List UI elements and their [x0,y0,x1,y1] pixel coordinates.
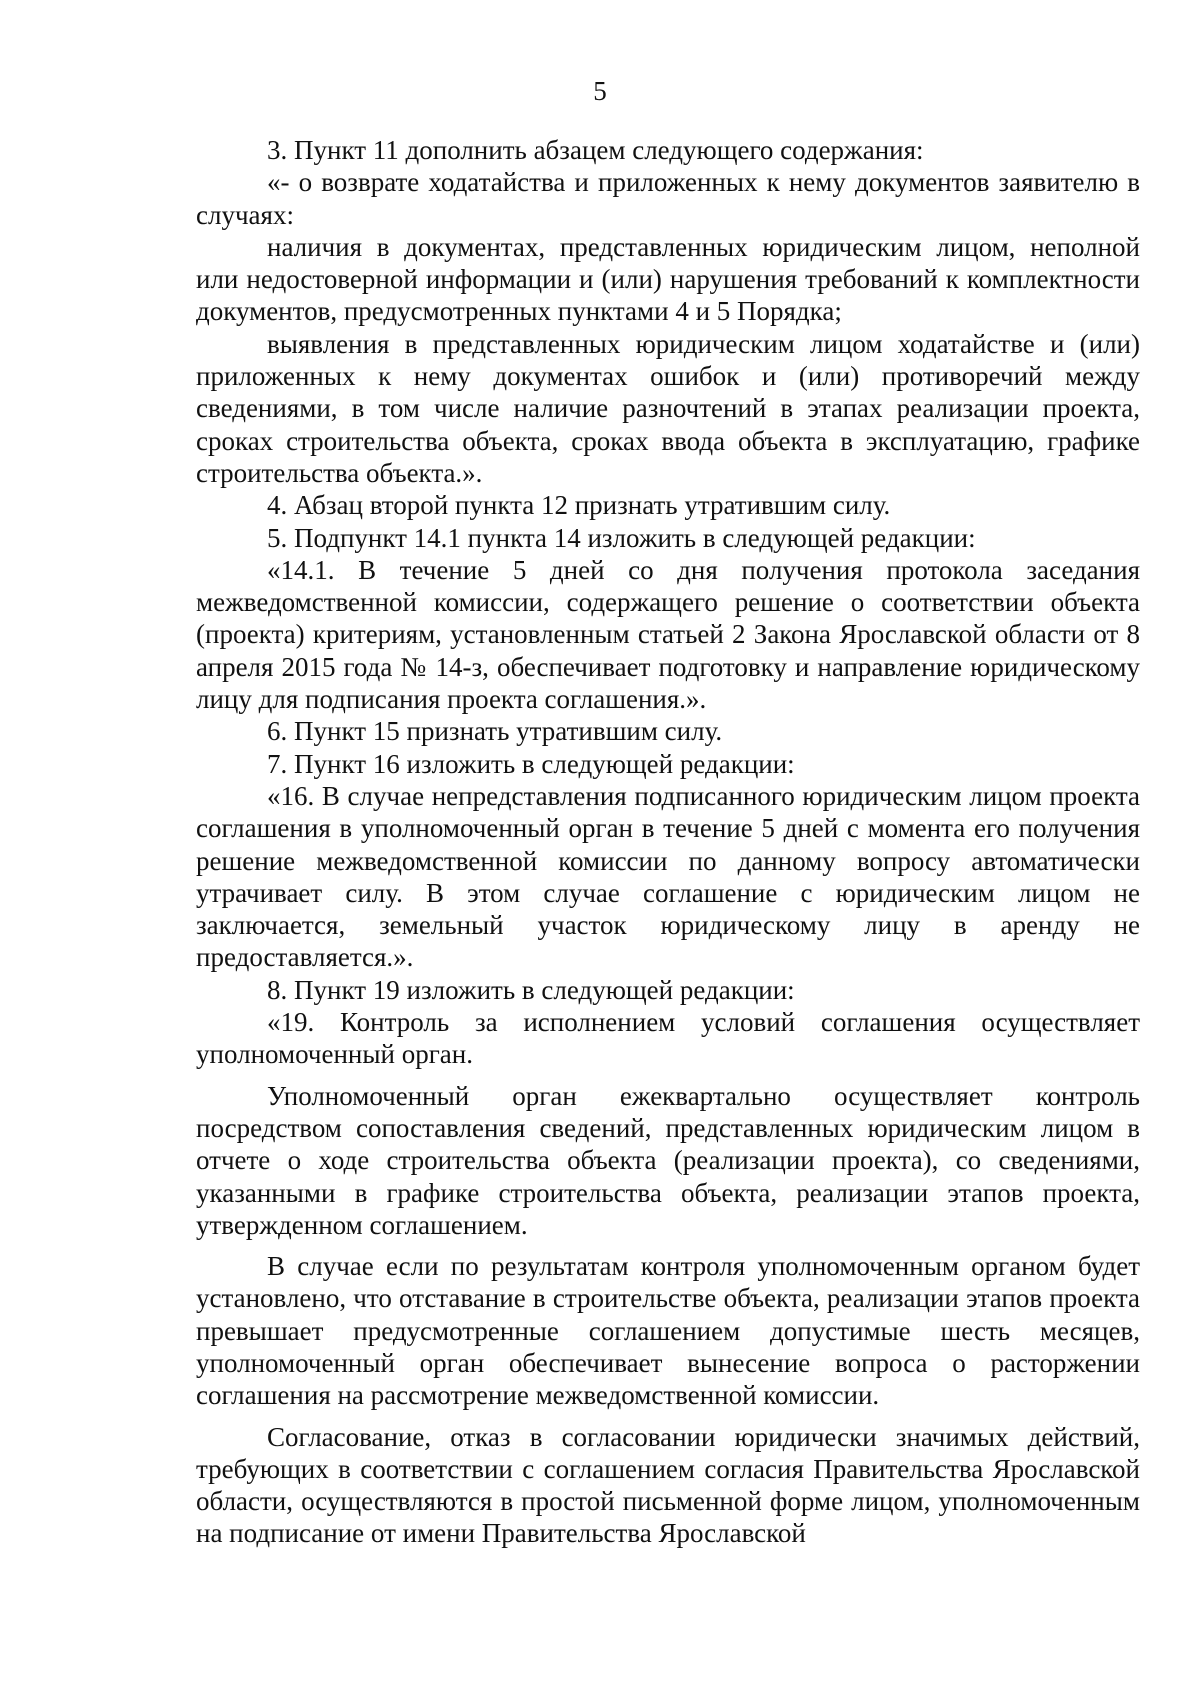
paragraph-return-petition: «- о возврате ходатайства и приложенных к нему документов заявителю в случаях: [196,167,1140,230]
paragraph-14-1: «14.1. В течение 5 дней со дня получения протокола заседания межведомственной комиссии, содержащего решение о соответствии объекта (проекта) критериям, установленным статьей 2 Закона Ярославской области от 8 апреля 2015 года № 14-з, обеспечивает подготовку и направление юридическому лицу для подписания проекта соглашения.». [196,554,1140,715]
paragraph-16: «16. В случае непредставления подписанного юридическим лицом проекта соглашения в уполномоченный орган в течение 5 дней с момента его получения решение межведомственной комиссии по данному вопросу автоматически утрачивает силу. В этом случае соглашение с юридическим лицом не заключается, земельный участок юридическому лицу в аренду не предоставляется.». [196,780,1140,973]
paragraph-errors-detected: выявления в представленных юридическим лицом ходатайстве и (или) приложенных к нему документах ошибок и (или) противоречий между сведениями, в том числе наличие разночтений в этапах реализации проекта, сроках строительства объекта, сроках ввода объекта в эксплуатацию, графике строительства объекта.». [196,328,1140,488]
paragraph-item-6: 6. Пункт 15 признать утратившим силу. [267,716,723,747]
paragraph-item-4: 4. Абзац второй пункта 12 признать утратившим силу. [267,490,891,521]
page-number: 5 [593,76,607,106]
paragraph-termination: В случае если по результатам контроля уполномоченным органом будет установлено, что отставание в строительстве объекта, реализации этапов проекта превышает предусмотренные соглашением допустимые шесть месяцев, уполномоченный орган обеспечивает вынесение вопроса о расторжении соглашения на рассмотрение межведомственной комиссии. [196,1251,1140,1411]
paragraph-item-7-heading: 7. Пункт 16 изложить в следующей редакции: [267,748,795,779]
document-body [196,134,1140,1550]
paragraph-incomplete-info: наличия в документах, представленных юридическим лицом, неполной или недостоверной информации и (или) нарушения требований к комплектности документов, предусмотренных пунктами 4 и 5 Порядка; [196,231,1140,327]
paragraph-item-3-heading: 3. Пункт 11 дополнить абзацем следующего содержания: [267,135,924,165]
paragraph-approval: Согласование, отказ в согласовании юридически значимых действий, требующих в соответствии с соглашением согласия Правительства Ярославской области, осуществляются в простой письменной форме лицом, уполномоченным на подписание от имени Правительства Ярославской [196,1421,1140,1549]
paragraph-item-5-heading: 5. Подпункт 14.1 пункта 14 изложить в следующей редакции: [267,522,976,553]
paragraph-19: «19. Контроль за исполнением условий соглашения осуществляет уполномоченный орган. [196,1007,1140,1070]
paragraph-quarterly-control: Уполномоченный орган ежеквартально осуществляет контроль посредством сопоставления сведений, представленных юридическим лицом в отчете о ходе строительства объекта (реализации проекта), со сведениями, указанными в графике строительства объекта, реализации этапов проекта, утвержденном соглашением. [196,1080,1140,1240]
paragraph-item-8-heading: 8. Пункт 19 изложить в следующей редакции: [267,974,795,1005]
